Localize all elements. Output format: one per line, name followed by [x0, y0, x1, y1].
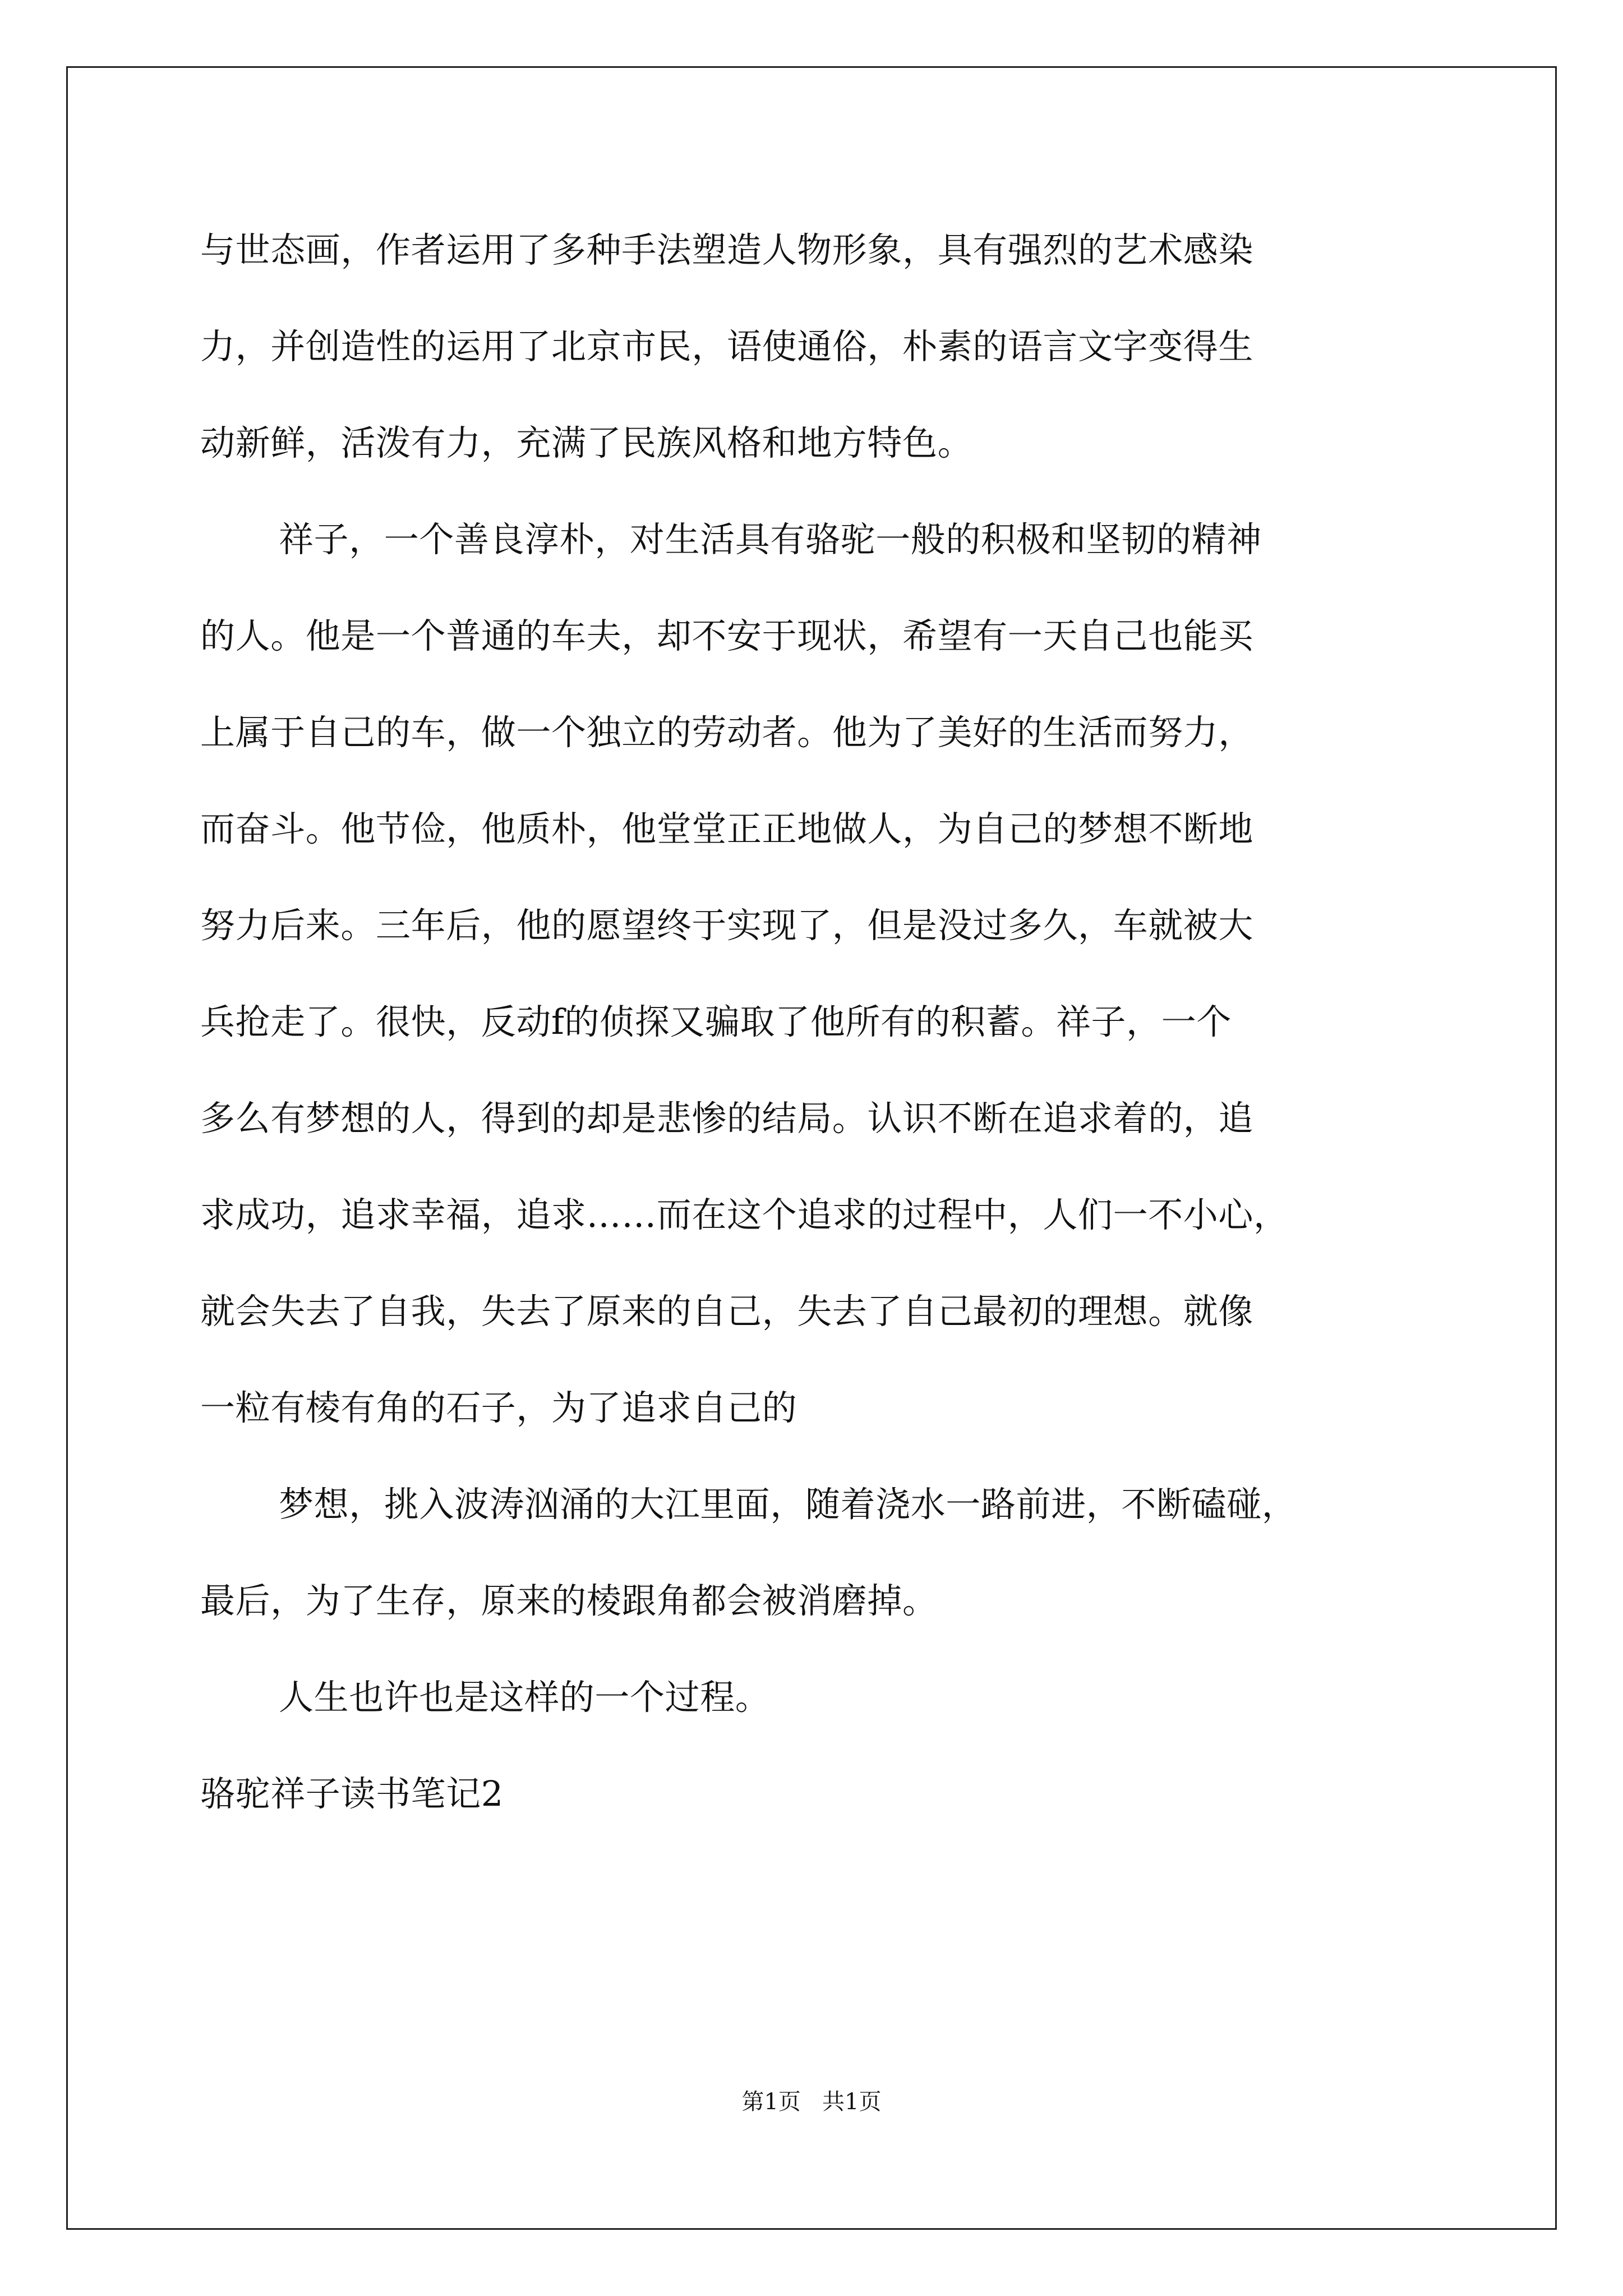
page-number-footer: 第1页 共1页: [741, 2089, 882, 2115]
text-line: 努力后来。三年后，他的愿望终于实现了，但是没过多久，车就被大: [200, 905, 1254, 946]
paragraph-start-line: 人生也许也是这样的一个过程。: [279, 1677, 771, 1718]
text-line: 上属于自己的车，做一个独立的劳动者。他为了美好的生活而努力，: [200, 712, 1254, 753]
text-line: 与世态画，作者运用了多种手法塑造人物形象，具有强烈的艺术感染: [200, 229, 1254, 270]
text-line: 兵抢走了。很快，反动f的侦探又骗取了他所有的积蓄。祥子，一个: [200, 1001, 1232, 1042]
text-line: 力，并创造性的运用了北京市民，语使通俗，朴素的语言文字变得生: [200, 326, 1254, 367]
document-body: [200, 202, 1434, 1842]
paragraph-start-line: 梦想，挑入波涛汹涌的大江里面，随着浇水一路前进，不断磕碰，: [279, 1484, 1297, 1525]
text-line: 最后，为了生存，原来的棱跟角都会被消磨掉。: [200, 1580, 938, 1621]
text-line: 求成功，追求幸福，追求……而在这个追求的过程中，人们一不小心，: [200, 1194, 1289, 1235]
text-line: 而奋斗。他节俭，他质朴，他堂堂正正地做人，为自己的梦想不断地: [200, 808, 1254, 849]
paragraph-start-line: 祥子，一个善良淳朴，对生活具有骆驼一般的积极和坚韧的精神: [279, 519, 1262, 560]
section-heading: 骆驼祥子读书笔记2: [200, 1773, 504, 1814]
text-line: 一粒有棱有角的石子，为了追求自己的: [200, 1387, 797, 1428]
text-line: 多么有梦想的人，得到的却是悲惨的结局。认识不断在追求着的，追: [200, 1098, 1254, 1139]
text-line: 的人。他是一个普通的车夫，却不安于现状，希望有一天自己也能买: [200, 615, 1254, 656]
text-line: 就会失去了自我，失去了原来的自己，失去了自己最初的理想。就像: [200, 1291, 1254, 1332]
text-line: 动新鲜，活泼有力，充满了民族风格和地方特色。: [200, 422, 973, 463]
